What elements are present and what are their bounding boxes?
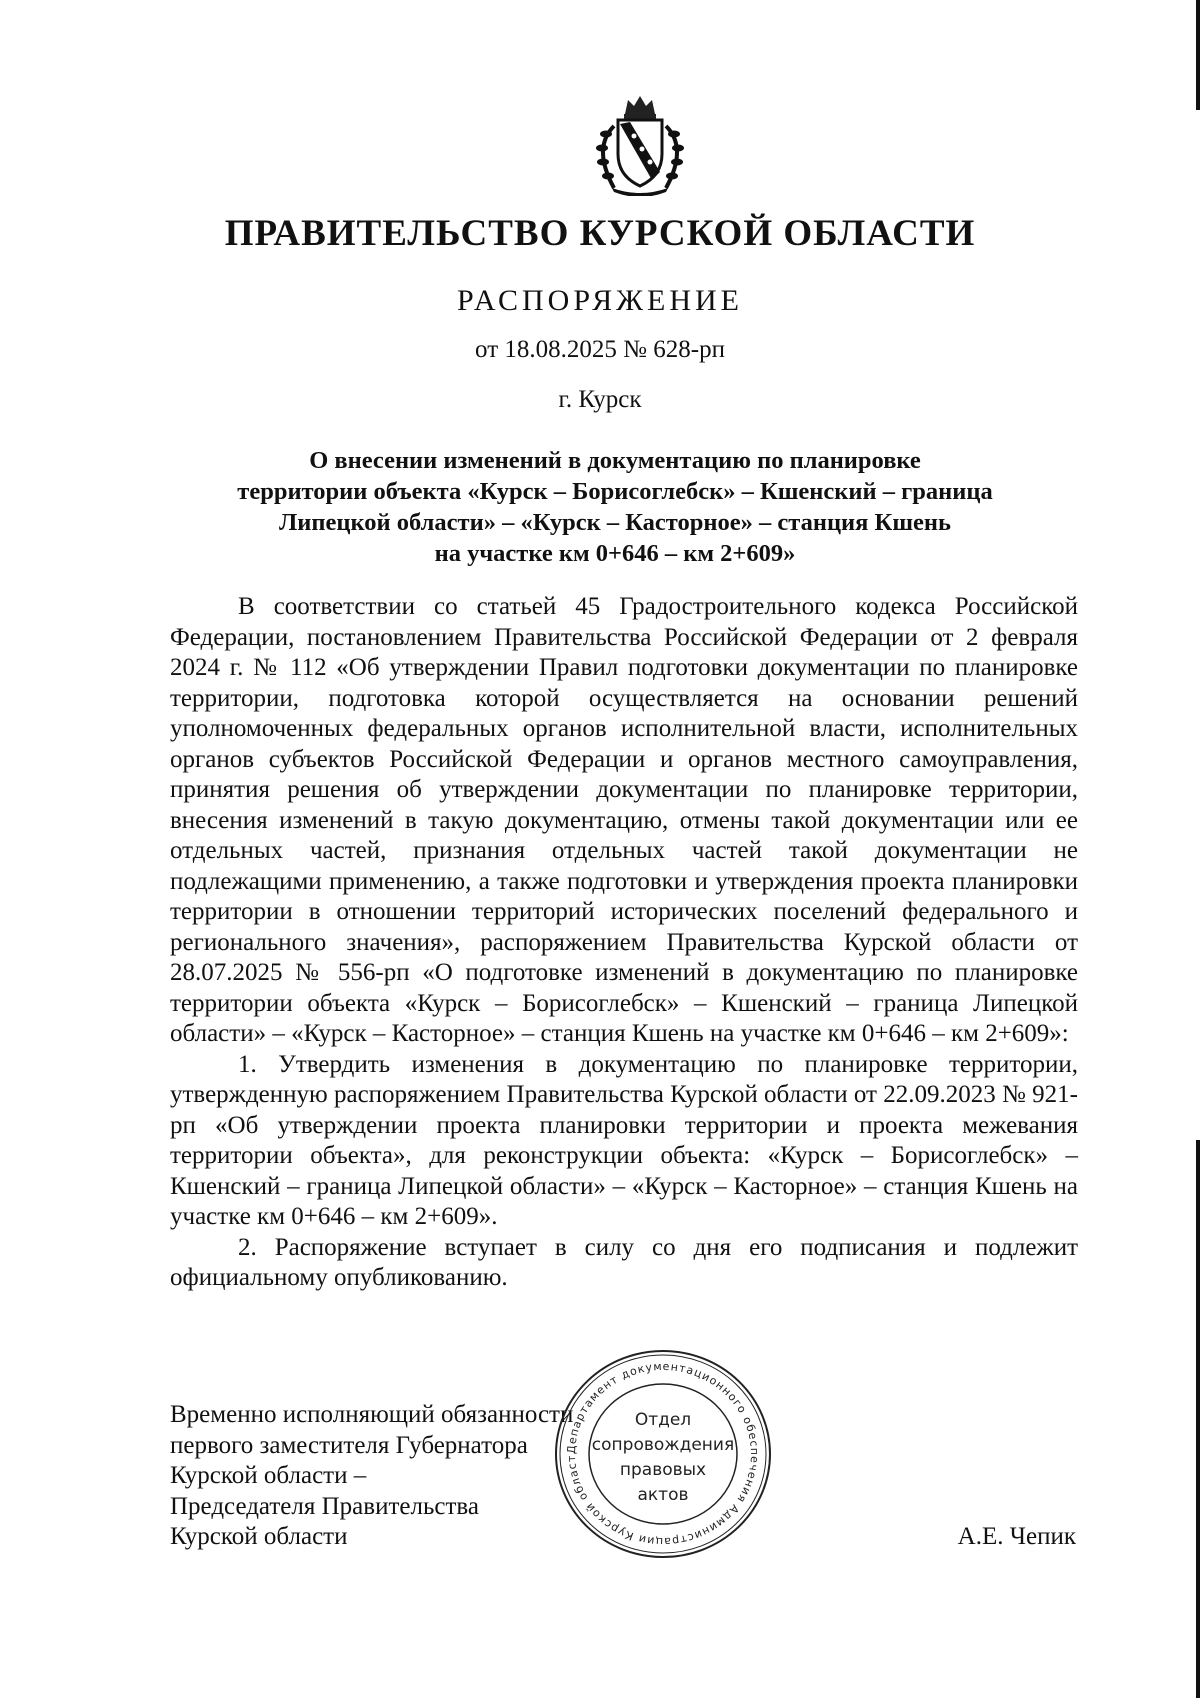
organization-title: ПРАВИТЕЛЬСТВО КУРСКОЙ ОБЛАСТИ <box>224 213 976 254</box>
kursk-coat-of-arms-icon <box>570 92 710 196</box>
signer-name: А.Е. Чепик <box>957 1523 1076 1550</box>
stamp-center-line: Отдел <box>634 1410 692 1430</box>
subject-line: территории объекта «Курск – Борисоглебск» – Кшенский – граница <box>237 478 993 505</box>
stamp-center-line: сопровождения <box>591 1435 735 1455</box>
document-body <box>170 592 1078 1294</box>
signatory-title-line: Курской области – <box>170 1462 367 1489</box>
subject-line: О внесении изменений в документацию по планировке <box>309 447 921 474</box>
stamp-center-text <box>548 1408 778 1508</box>
signatory-title <box>170 1400 573 1553</box>
signatory-title-line: Курской области <box>170 1523 348 1550</box>
preamble-paragraph: В соответствии со статьей 45 Градостроительного кодекса Российской Федерации, постановлением Правительства Российской Федерации от 2 февраля 2024 г. № 112 «Об утверждении Правил подготовки документации по планировке территории, подготовка которой осуществляется на основании решений уполномоченных федеральных органов исполнительной власти, исполнительных органов субъектов Российской Федерации и органов местного самоуправления, принятия решения об утверждении документации по планировке территории, внесения изменений в такую документацию, отмены такой документации или ее отдельных частей, признания отдельных частей такой документации не подлежащими применению, а также подготовки и утверждения проекта планировки территории в отношении территорий исторических поселений федерального и регионального значения», распоряжением Правительства Курской области от 28.07.2025 № 556-рп «О подготовке изменений в документацию по планировке территории объекта «Курск – Борисоглебск» – Кшенский – граница Липецкой области» – «Курск – Касторное» – станция Кшень на участке км 0+646 – км 2+609»: <box>170 593 1078 1047</box>
stamp-center-line: правовых <box>619 1460 707 1480</box>
stamp-center-line: актов <box>637 1485 689 1505</box>
document-date-number: от 18.08.2025 № 628-рп <box>475 336 725 363</box>
signatory-title-line: Временно исполняющий обязанности <box>170 1401 574 1428</box>
official-stamp <box>548 1346 778 1562</box>
document-subject <box>210 445 1020 569</box>
stamp-ring-text: Департамент документационного обеспечения Администрации Курской област <box>564 1359 762 1549</box>
scan-edge-bottom <box>1196 1140 1200 1698</box>
document-city: г. Курск <box>558 386 642 413</box>
scan-edge-top <box>1196 0 1200 110</box>
item-1-paragraph: 1. Утвердить изменения в документацию по планировке территории, утвержденную распоряжением Правительства Курской области от 22.09.2023 № 921-рп «Об утверждении проекта планировки территории и проекта межевания территории объекта», для реконструкции объекта: «Курск – Борисоглебск» – Кшенский – граница Липецкой области» – «Курск – Касторное» – станция Кшень на участке км 0+646 – км 2+609». <box>170 1050 1078 1230</box>
document-type: РАСПОРЯЖЕНИЕ <box>456 284 744 317</box>
subject-line: на участке км 0+646 – км 2+609» <box>434 540 796 567</box>
subject-line: Липецкой области» – «Курск – Касторное» – станция Кшень <box>279 509 951 536</box>
item-2-paragraph: 2. Распоряжение вступает в силу со дня его подписания и подлежит официальному опубликованию. <box>170 1233 1078 1291</box>
signatory-title-line: Председателя Правительства <box>170 1492 479 1520</box>
signatory-title-line: первого заместителя Губернатора <box>170 1431 528 1459</box>
